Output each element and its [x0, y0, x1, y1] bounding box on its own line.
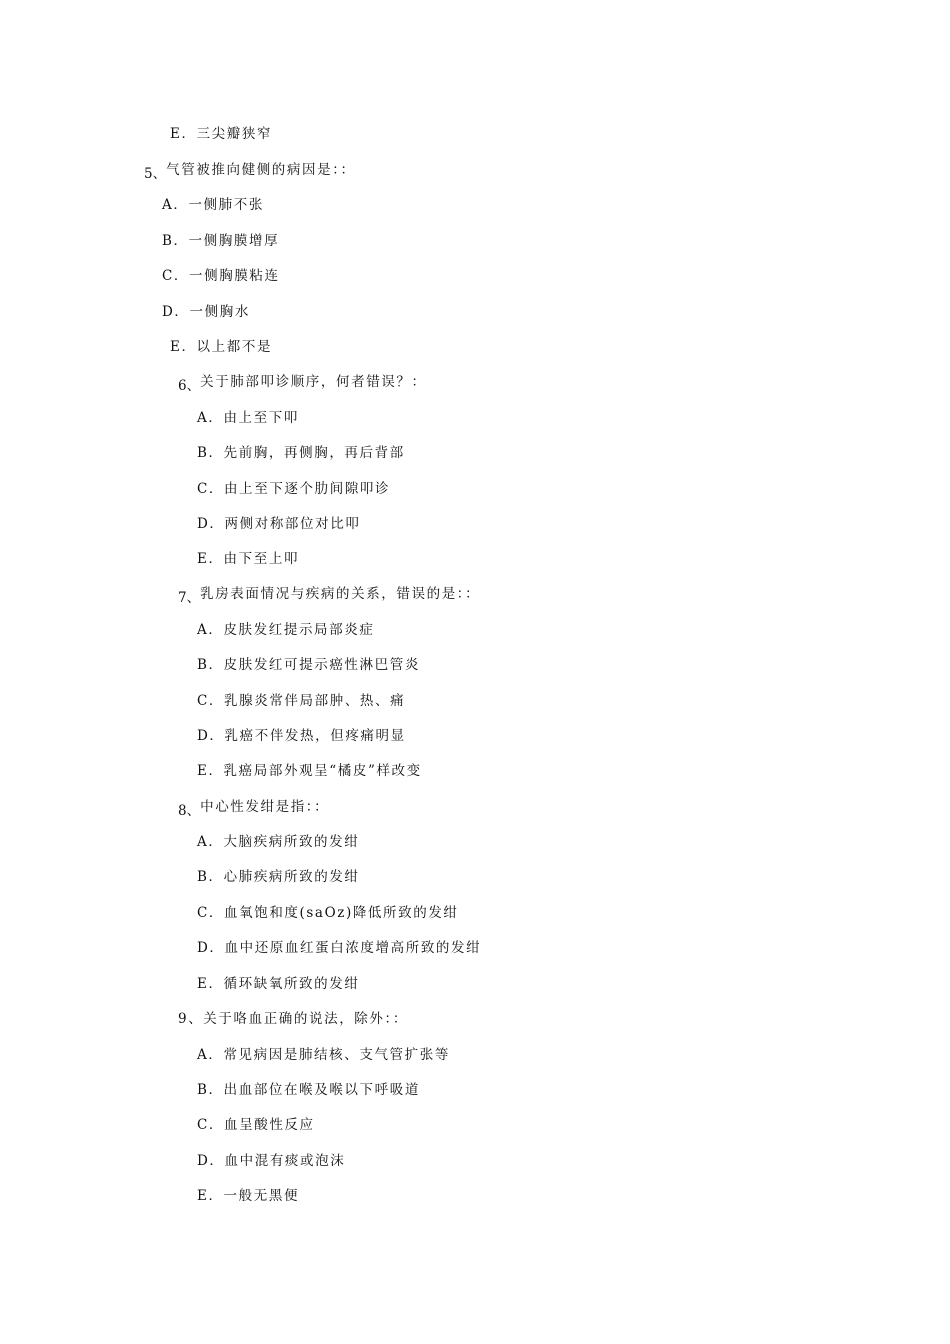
option-5c: C．一侧胸膜粘连	[162, 268, 280, 284]
question-text: 气管被推向健侧的病因是：：	[166, 162, 356, 178]
option-6e: E．由下至上叩	[197, 551, 300, 567]
option-7a: A．皮肤发红提示局部炎症	[197, 622, 375, 638]
question-text: 关于咯血正确的说法，除外：：	[203, 1011, 408, 1027]
option-9d: D．血中混有痰或泡沫	[197, 1153, 346, 1169]
option-8d: D．血中还原血红蛋白浓度增高所致的发绀	[197, 940, 482, 956]
question-6	[178, 373, 427, 394]
option-8e: E．循环缺氧所致的发绀	[197, 976, 360, 992]
option-6d: D．两侧对称部位对比叩	[197, 516, 361, 532]
option-8b: B．心肺疾病所致的发绀	[197, 869, 360, 885]
option-5a: A．一侧肺不张	[162, 197, 264, 213]
question-number: 7、	[178, 590, 201, 606]
option-4e: E．三尖瓣狭窄	[170, 126, 273, 142]
option-7b: B．皮肤发红可提示癌性淋巴管炎	[197, 657, 420, 673]
option-6a: A．由上至下叩	[197, 410, 299, 426]
option-9a: A．常见病因是肺结核、支气管扩张等	[197, 1047, 450, 1063]
option-5d: D．一侧胸水	[162, 304, 250, 320]
question-text: 关于肺部叩诊顺序，何者错误？：	[200, 374, 427, 390]
question-number: 5、	[144, 166, 167, 182]
question-number: 9、	[178, 1011, 204, 1027]
option-6c: C．由上至下逐个肋间隙叩诊	[197, 481, 391, 497]
question-5	[144, 161, 356, 182]
option-7c: C．乳腺炎常伴局部肿、热、痛	[197, 693, 406, 709]
option-8c: C．血氧饱和度(saOz)降低所致的发绀	[197, 905, 459, 921]
option-7e: E．乳癌局部外观呈“橘皮”样改变	[197, 763, 422, 779]
question-9	[178, 1010, 408, 1028]
question-text: 中心性发绀是指：：	[200, 799, 330, 815]
option-9e: E．一般无黑便	[197, 1188, 300, 1204]
question-number: 8、	[178, 803, 201, 819]
option-9b: B．出血部位在喉及喉以下呼吸道	[197, 1082, 420, 1098]
question-number: 6、	[178, 378, 201, 394]
question-7	[178, 585, 481, 606]
question-text: 乳房表面情况与疾病的关系，错误的是：：	[200, 586, 481, 602]
question-8	[178, 798, 330, 819]
option-7d: D．乳癌不伴发热，但疼痛明显	[197, 728, 406, 744]
option-5b: B．一侧胸膜增厚	[162, 233, 280, 249]
option-9c: C．血呈酸性反应	[197, 1117, 315, 1133]
option-5e: E．以上都不是	[170, 339, 273, 355]
option-6b: B．先前胸，再侧胸，再后背部	[197, 445, 405, 461]
option-8a: A．大脑疾病所致的发绀	[197, 834, 360, 850]
